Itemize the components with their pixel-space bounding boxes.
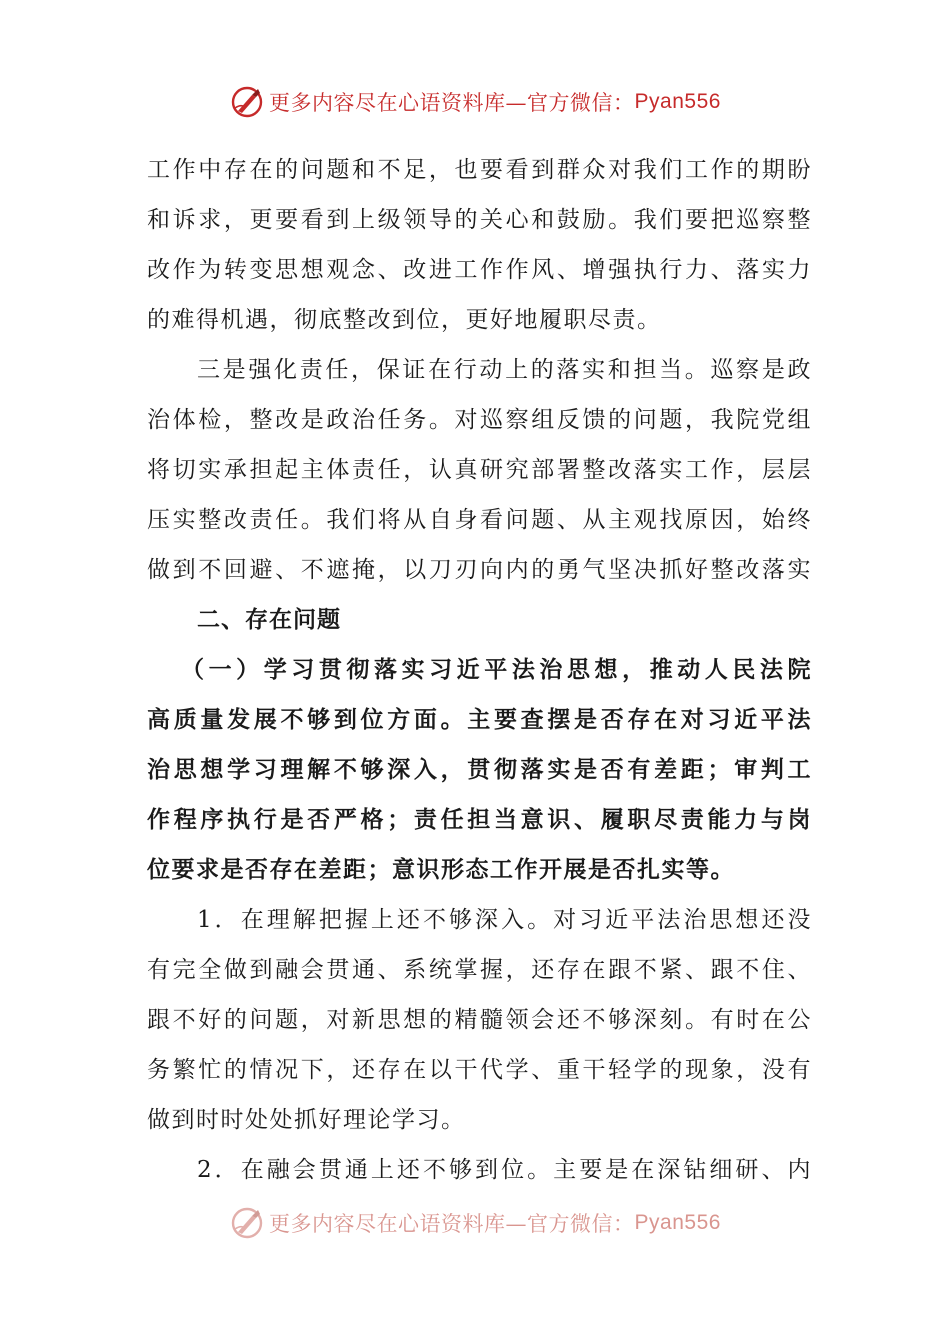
paragraph-line: 的难得机遇，彻底整改到位，更好地履职尽责。 xyxy=(147,307,662,333)
paragraph-line: 做到不回避、不遮掩，以刀刃向内的勇气坚决抓好整改落实 xyxy=(147,557,812,583)
pen-logo-icon xyxy=(229,84,265,120)
section-heading: 二、存在问题 xyxy=(197,607,341,633)
paragraph-line: 工作中存在的问题和不足，也要看到群众对我们工作的期盼 xyxy=(147,157,812,183)
pen-logo-icon xyxy=(229,1205,265,1241)
paragraph-line: 压实整改责任。我们将从自身看问题、从主观找原因，始终 xyxy=(147,507,812,533)
subsection-line: 治思想学习理解不够深入，贯彻落实是否有差距；审判工 xyxy=(147,756,812,783)
paragraph-line: 1．在理解把握上还不够深入。对习近平法治思想还没 xyxy=(197,907,812,933)
body-text xyxy=(147,145,812,1195)
watermark-code: Pyan556 xyxy=(634,1211,721,1234)
paragraph-line: 做到时时处处抓好理论学习。 xyxy=(147,1107,466,1133)
header-watermark xyxy=(0,82,950,122)
watermark-text: 更多内容尽在心语资料库—官方微信： xyxy=(269,1212,635,1236)
paragraph-line: 跟不好的问题，对新思想的精髓领会还不够深刻。有时在公 xyxy=(147,1007,812,1033)
paragraph-line: 三是强化责任，保证在行动上的落实和担当。巡察是政 xyxy=(197,357,812,383)
subsection-line: （一）学习贯彻落实习近平法治思想，推动人民法院 xyxy=(181,656,812,683)
paragraph-line: 2．在融会贯通上还不够到位。主要是在深钻细研、内 xyxy=(197,1157,812,1183)
paragraph-line: 治体检，整改是政治任务。对巡察组反馈的问题，我院党组 xyxy=(147,407,812,433)
watermark-code: Pyan556 xyxy=(634,90,721,113)
paragraph-line: 和诉求，更要看到上级领导的关心和鼓励。我们要把巡察整 xyxy=(147,207,812,233)
subsection-line: 位要求是否存在差距；意识形态工作开展是否扎实等。 xyxy=(147,856,735,883)
paragraph-line: 改作为转变思想观念、改进工作作风、增强执行力、落实力 xyxy=(147,257,812,283)
paragraph-line: 有完全做到融会贯通、系统掌握，还存在跟不紧、跟不住、 xyxy=(147,957,812,983)
subsection-line: 高质量发展不够到位方面。主要查摆是否存在对习近平法 xyxy=(147,706,812,733)
paragraph-line: 务繁忙的情况下，还存在以干代学、重干轻学的现象，没有 xyxy=(147,1057,812,1083)
footer-watermark xyxy=(0,1203,950,1243)
paragraph-line: 将切实承担起主体责任，认真研究部署整改落实工作，层层 xyxy=(147,457,812,483)
watermark-text: 更多内容尽在心语资料库—官方微信： xyxy=(269,91,635,115)
subsection-line: 作程序执行是否严格；责任担当意识、履职尽责能力与岗 xyxy=(147,806,812,833)
